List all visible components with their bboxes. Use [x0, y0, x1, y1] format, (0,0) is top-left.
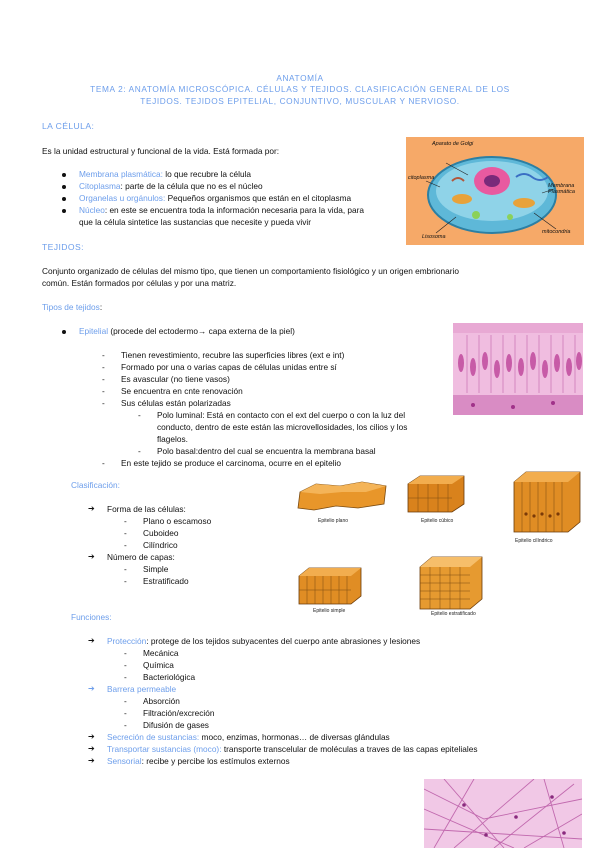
flat-epithelium-figure: [296, 478, 388, 516]
cubic-epithelium-figure: [406, 474, 466, 514]
cell-diagram-image: [406, 137, 584, 245]
bullet: [62, 173, 66, 177]
document-subtitle-line1: TEMA 2: ANATOMÍA MICROSCÓPICA. CÉLULAS Y TEJIDOS. CLASIFICACIÓN GENERAL DE LOS: [90, 84, 510, 94]
barrier-item: - Difusión de gases: [143, 720, 209, 731]
caption-cubic: Epitelio cúbico: [421, 518, 454, 524]
stratified-epithelium-figure: [418, 555, 484, 611]
epithelium-micrograph-svg: [453, 323, 583, 415]
cell-item-membrane: Membrana plasmática: lo que recubre la célula: [79, 169, 252, 179]
cylindrical-epithelium-figure: [510, 470, 584, 534]
function-sensory: ➔ Sensorial: recibe y percibe los estímulos externos: [107, 756, 290, 767]
simple-epithelium-figure: [297, 566, 363, 606]
document-subtitle-line2: TEJIDOS. TEJIDOS EPITELIAL, CONJUNTIVO, MUSCULAR Y NERVIOSO.: [140, 96, 460, 106]
epithelial-carcinoma: - En este tejido se produce el carcinoma, ocurre en el epitelio: [121, 458, 341, 469]
protection-item: - Bacteriológica: [143, 672, 195, 683]
bullet: [62, 185, 66, 189]
barrier-item: - Filtración/excreción: [143, 708, 214, 719]
shape-label: ➔ Forma de las células:: [107, 504, 186, 515]
cell-label-membrane: Membrana Plasmática: [548, 183, 575, 196]
polo-basal: - Polo basal:dentro del cual se encuentra la membrana basal: [157, 446, 376, 457]
layer-item: - Simple: [143, 564, 168, 575]
function-barrier: ➔ Barrera permeable: [107, 684, 176, 695]
tissues-definition-line2: común. Están formados por células y por una matriz.: [42, 278, 237, 288]
bullet: [62, 197, 66, 201]
layer-item: - Estratificado: [143, 576, 189, 587]
tissue-types-heading: Tipos de tejidos:: [42, 302, 103, 312]
connective-tissue-svg: [424, 779, 582, 848]
polo-luminal: - Polo luminal: Está en contacto con el ext del cuerpo o con la luz del: [157, 410, 405, 421]
epithelial-feature: - Sus células están polarizadas: [121, 398, 231, 409]
caption-flat: Epitelio plano: [318, 518, 349, 524]
cell-label-mitochondria: mitocondria: [542, 229, 571, 235]
epithelial-feature: - Tienen revestimiento, recubre las superficies libres (ext e int): [121, 350, 344, 361]
cell-label-cytoplasm: citoplasma: [408, 175, 435, 181]
protection-item: - Química: [143, 660, 174, 671]
function-secretion: ➔ Secreción de sustancias: moco, enzimas, hormonas… de diversas glándulas: [107, 732, 390, 743]
epithelial-feature: - Se encuentra en cnte renovación: [121, 386, 243, 397]
cell-intro: Es la unidad estructural y funcional de la vida. Está formada por:: [42, 146, 280, 156]
caption-simple: Epitelio simple: [313, 608, 346, 614]
polo-luminal-cont: flagelos.: [157, 434, 188, 444]
epithelial-title: Epitelial (procede del ectodermo→ capa externa de la piel): [79, 326, 295, 336]
caption-cylindrical: Epitelio cilíndrico: [515, 538, 553, 544]
cell-item-cytoplasm: Citoplasma: parte de la célula que no es el núcleo: [79, 181, 263, 191]
epithelial-feature: - Formado por una o varias capas de células unidas entre sí: [121, 362, 337, 373]
tissues-definition-line1: Conjunto organizado de células del mismo tipo, que tienen un comportamiento fisiológico y un origen embrionario: [42, 266, 459, 276]
connective-tissue-micrograph: [424, 779, 582, 848]
layers-label: ➔ Número de capas:: [107, 552, 175, 563]
document-title: ANATOMÍA: [276, 73, 324, 83]
bullet: [62, 330, 66, 334]
shape-item: - Cuboideo: [143, 528, 179, 539]
caption-stratified: Epitelio estratificado: [431, 611, 476, 617]
function-protection: ➔ Protección: protege de los tejidos subyacentes del cuerpo ante abrasiones y lesiones: [107, 636, 420, 647]
cell-item-nucleus-cont: que la célula sintetice las sustancias que necesite y pueda vivir: [79, 217, 311, 227]
cell-item-organelles: Organelas u orgánulos: Pequeños organismos que están en el citoplasma: [79, 193, 352, 203]
cell-item-nucleus: Núcleo: en este se encuentra toda la información necesaria para la vida, para: [79, 205, 365, 215]
functions-heading: Funciones:: [71, 612, 112, 622]
protection-item: - Mecánica: [143, 648, 179, 659]
epithelium-micrograph: [453, 323, 583, 415]
cell-label-lysosome: Lisosoma: [422, 234, 446, 240]
barrier-item: - Absorción: [143, 696, 180, 707]
cell-heading: LA CÉLULA:: [42, 121, 95, 131]
cell-label-golgi: Aparato de Golgi: [432, 141, 474, 147]
epithelial-feature: - Es avascular (no tiene vasos): [121, 374, 230, 385]
classification-heading: Clasificación:: [71, 480, 120, 490]
shape-item: - Plano o escamoso: [143, 516, 211, 527]
shape-item: - Cilíndrico: [143, 540, 178, 551]
bullet: [62, 209, 66, 213]
function-transport: ➔ Transportar sustancias (moco): transporte transcelular de moléculas a traves de las capas epiteliales: [107, 744, 477, 755]
polo-luminal-cont: conducto, dentro de este están las microvellosidades, los cilios y los: [157, 422, 408, 432]
tissues-heading: TEJIDOS:: [42, 242, 84, 252]
